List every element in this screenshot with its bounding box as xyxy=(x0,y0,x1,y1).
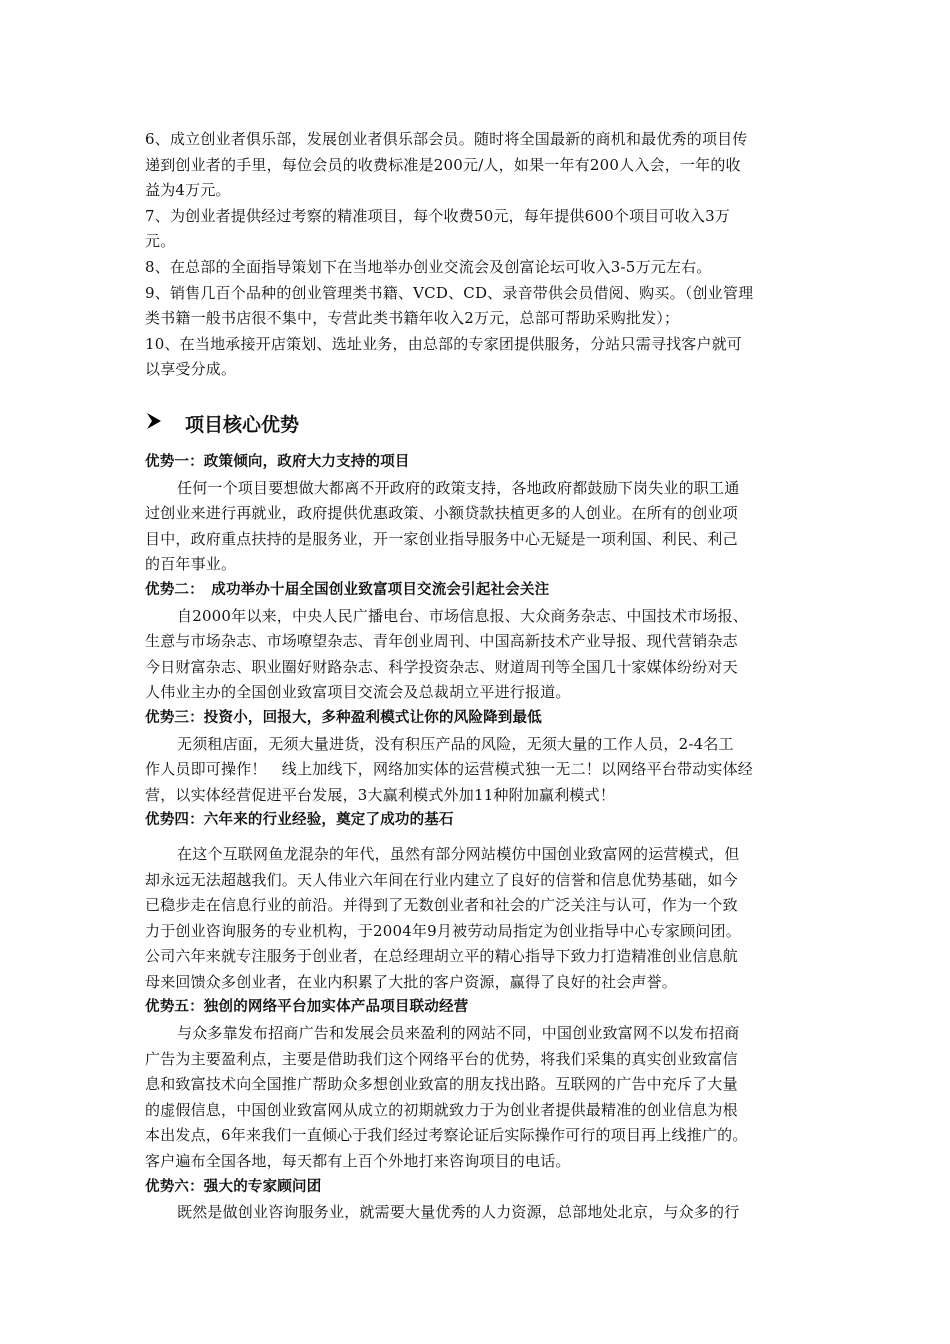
advantage-5-line-3: 息和致富技术向全国推广帮助众多想创业致富的朋友找出路。互联网的广告中充斥了大量 xyxy=(145,1075,738,1094)
advantage-2-line-3: 今日财富杂志、职业圈好财路杂志、科学投资杂志、财道周刊等全国几十家媒体纷纷对天 xyxy=(145,657,738,676)
advantage-2-line-1: 自2000年以来，中央人民广播电台、市场信息报、大众商务杂志、中国技术市场报、 xyxy=(177,606,748,625)
advantage-2-title: 优势二： 成功举办十届全国创业致富项目交流会引起社会关注 xyxy=(145,581,550,598)
list-item-10-line-2: 以享受分成。 xyxy=(145,360,237,379)
advantage-4-line-1: 在这个互联网鱼龙混杂的年代，虽然有部分网站模仿中国创业致富网的运营模式，但 xyxy=(177,844,740,863)
list-item-8-line-1: 8、在总部的全面指导策划下在当地举办创业交流会及创富论坛可收入3-5万元左右。 xyxy=(145,257,712,276)
advantage-3-line-2: 作人员即可操作！ 线上加线下，网络加实体的运营模式独一无二！以网络平台带动实体经 xyxy=(145,760,754,779)
advantage-5-line-6: 客户遍布全国各地，每天都有上百个外地打来咨询项目的电话。 xyxy=(145,1152,571,1171)
advantage-1-title: 优势一：政策倾向，政府大力支持的项目 xyxy=(145,454,410,470)
advantage-5-title: 优势五：独创的网络平台加实体产品项目联动经营 xyxy=(145,999,469,1016)
advantage-5-line-2: 广告为主要盈利点，主要是借助我们这个网络平台的优势，将我们采集的真实创业致富信 xyxy=(145,1049,738,1068)
list-item-6-line-1: 6、成立创业者俱乐部，发展创业者俱乐部会员。随时将全国最新的商机和最优秀的项目传 xyxy=(145,130,748,148)
list-item-10-line-1: 10、在当地承接开店策划、选址业务，由总部的专家团提供服务，分站只需寻找客户就可 xyxy=(145,334,743,353)
list-item-6-line-2: 递到创业者的手里，每位会员的收费标准是200元/人，如果一年有200人入会，一年的收 xyxy=(145,155,741,174)
advantage-4-line-5: 公司六年来就专注服务于创业者，在总经理胡立平的精心指导下致力打造精准创业信息航 xyxy=(145,947,738,966)
advantages-block xyxy=(145,450,810,1226)
advantage-1-line-3: 目中，政府重点扶持的是服务业，开一家创业指导服务中心无疑是一项利国、利民、利己 xyxy=(145,529,738,548)
section-heading xyxy=(145,410,299,437)
list-item-7-line-1: 7、为创业者提供经过考察的精准项目，每个收费50元，每年提供600个项目可收入3万 xyxy=(145,206,731,225)
advantage-3-line-1: 无须租店面，无须大量进货，没有积压产品的风险，无须大量的工作人员，2-4名工 xyxy=(177,734,734,753)
advantage-4-line-3: 已稳步走在信息行业的前沿。并得到了无数创业者和社会的广泛关注与认可，作为一个致 xyxy=(145,896,738,915)
advantage-4-line-2: 却永远无法超越我们。天人伟业六年间在行业内建立了良好的信誉和信息优势基础，如今 xyxy=(145,870,738,889)
section-heading-text: 项目核心优势 xyxy=(185,414,300,436)
paragraph-gap xyxy=(145,834,810,842)
advantage-6-title: 优势六：强大的专家顾问团 xyxy=(145,1178,322,1195)
list-item-7-line-2: 元。 xyxy=(145,232,176,251)
advantage-1-line-2: 过创业来进行再就业，政府提供优惠政策、小额贷款扶植更多的人创业。在所有的创业项 xyxy=(145,504,738,523)
business-list xyxy=(145,127,810,383)
list-item-9-line-1: 9、销售几百个品种的创业管理类书籍、VCD、CD、录音带供会员借阅、购买。（创业管理 xyxy=(145,283,754,302)
advantage-4-line-4: 力于创业咨询服务的专业机构，于2004年9月被劳动局指定为创业指导中心专家顾问团。 xyxy=(145,921,741,940)
advantage-5-line-1: 与众多靠发布招商广告和发展会员来盈利的网站不同，中国创业致富网不以发布招商 xyxy=(177,1024,740,1043)
advantage-2-line-4: 人伟业主办的全国创业致富项目交流会及总裁胡立平进行报道。 xyxy=(145,683,571,702)
advantage-3-line-3: 营，以实体经营促进平台发展，3大赢利模式外加11种附加赢利模式！ xyxy=(145,785,616,804)
arrow-bullet-icon xyxy=(145,412,163,435)
advantage-4-line-6: 母来回馈众多创业者，在业内积累了大批的客户资源，赢得了良好的社会声誉。 xyxy=(145,972,678,991)
advantage-1-line-1: 任何一个项目要想做大都离不开政府的政策支持，各地政府都鼓励下岗失业的职工通 xyxy=(177,478,740,497)
advantage-5-line-4: 的虚假信息，中国创业致富网从成立的初期就致力于为创业者提供最精准的创业信息为根 xyxy=(145,1100,738,1119)
advantage-3-title: 优势三：投资小，回报大，多种盈利模式让你的风险降到最低 xyxy=(145,709,542,726)
advantage-1-line-4: 的百年事业。 xyxy=(145,555,237,574)
advantage-2-line-2: 生意与市场杂志、市场嘹望杂志、青年创业周刊、中国高新技术产业导报、现代营销杂志 xyxy=(145,632,738,651)
list-item-6-line-3: 益为4万元。 xyxy=(145,181,231,200)
advantage-5-line-5: 本出发点，6年来我们一直倾心于我们经过考察论证后实际操作可行的项目再上线推广的。 xyxy=(145,1126,748,1145)
advantage-4-title: 优势四：六年来的行业经验，奠定了成功的基石 xyxy=(145,812,454,829)
advantage-6-line-1: 既然是做创业咨询服务业，就需要大量优秀的人力资源，总部地处北京，与众多的行 xyxy=(177,1203,740,1222)
list-item-9-line-2: 类书籍一般书店很不集中，专营此类书籍年收入2万元，总部可帮助采购批发）； xyxy=(145,309,680,328)
